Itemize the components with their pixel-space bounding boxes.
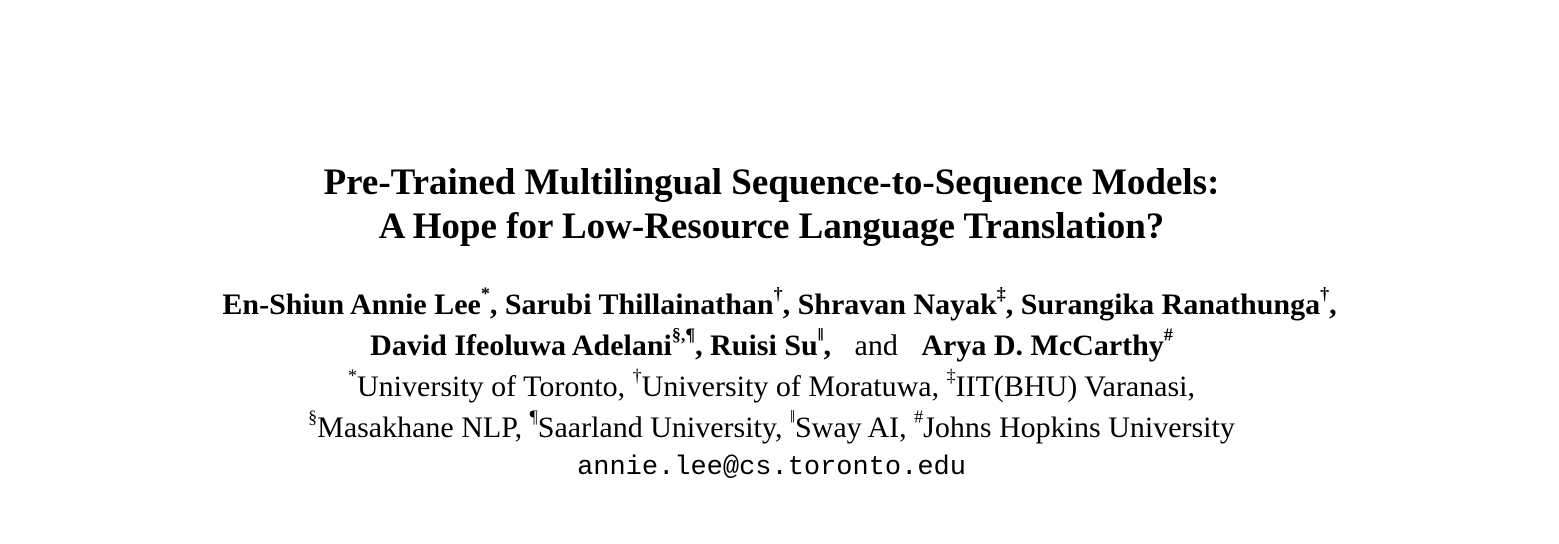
author-mark: §,¶	[671, 324, 696, 345]
affiliation-mark: *	[348, 365, 358, 386]
affiliation-mark: ‡	[946, 365, 956, 386]
affiliation-saarland: Saarland University	[537, 411, 775, 444]
author-line-1: En-Shiun Annie Lee*, Sarubi Thillainathan†, Shravan Nayak‡, Surangika Ranathunga†,	[222, 283, 1337, 321]
affiliation-mark: #	[914, 406, 924, 427]
author-name: Surangika Ranathunga	[1020, 288, 1321, 321]
affiliation-toronto: University of Toronto	[357, 370, 618, 403]
author-mark: †	[1320, 283, 1330, 304]
affiliation-mark: §	[308, 406, 318, 427]
author-line-2: David Ifeoluwa Adelani§,¶, Ruisi Su‖, and Arya D. McCarthy#	[370, 324, 1173, 362]
author-name: Ruisi Su	[710, 329, 818, 362]
author-mccarthy	[921, 324, 1173, 362]
and-word: and	[854, 329, 898, 362]
author-mark: †	[773, 283, 783, 304]
contact-email[interactable]: annie.lee@cs.toronto.edu	[577, 453, 966, 483]
affiliation-mark: ¶	[529, 406, 538, 427]
author-mark: #	[1163, 324, 1173, 345]
author-name: David Ifeoluwa Adelani	[370, 329, 672, 362]
affiliation-mark: †	[632, 365, 642, 386]
affiliation-moratuwa: University of Moratuwa	[641, 370, 932, 403]
affiliation-line-1: *University of Toronto, †University of Moratuwa, ‡IIT(BHU) Varanasi,	[348, 365, 1195, 403]
author-mark: *	[480, 283, 490, 304]
author-name: En-Shiun Annie Lee	[222, 288, 481, 321]
affiliation-masakhane: Masakhane NLP	[317, 411, 515, 444]
author-ranathunga	[1020, 283, 1330, 321]
affiliation-iit-bhu: IIT(BHU) Varanasi	[955, 370, 1188, 403]
paper-title-line-2: A Hope for Low-Resource Language Translation?	[378, 206, 1165, 247]
paper-title-line-1: Pre-Trained Multilingual Sequence-to-Sequence Models:	[323, 162, 1220, 203]
author-name: Sarubi Thillainathan	[504, 288, 774, 321]
author-name: Arya D. McCarthy	[921, 329, 1164, 362]
author-mark: ‡	[996, 283, 1006, 304]
affiliation-line-2: §Masakhane NLP, ¶Saarland University, ‖Sway AI, #Johns Hopkins University	[308, 406, 1235, 444]
affiliation-jhu: Johns Hopkins University	[923, 411, 1235, 444]
affiliation-mark: ‖	[789, 406, 795, 427]
author-mark: ‖	[817, 324, 824, 345]
author-adelani	[370, 324, 696, 362]
author-su	[710, 324, 824, 362]
author-name: Shravan Nayak	[797, 288, 997, 321]
author-lee	[222, 283, 490, 321]
affiliation-sway-ai: Sway AI	[795, 411, 900, 444]
author-thillainathan	[504, 283, 783, 321]
author-nayak	[797, 283, 1006, 321]
